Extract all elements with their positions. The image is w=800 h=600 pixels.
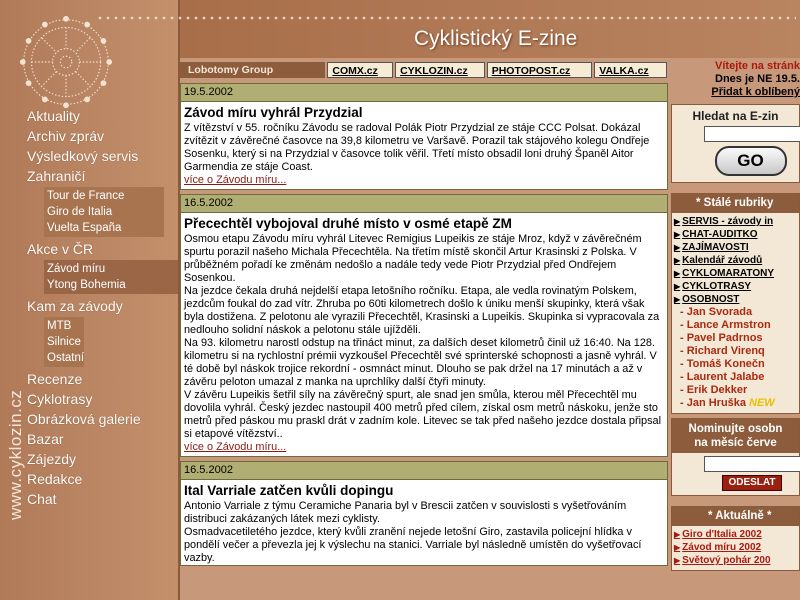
- rubrika-link[interactable]: ▶ ZAJÍMAVOSTI: [674, 242, 749, 253]
- link-valka[interactable]: VALKA.cz: [594, 62, 667, 78]
- article-more-link[interactable]: více o Závodu míru...: [184, 174, 287, 186]
- left-sidebar: [0, 0, 180, 600]
- nav-akce-v-cr[interactable]: Akce v ČR: [27, 241, 94, 257]
- nav-recenze[interactable]: Recenze: [27, 371, 83, 387]
- main-navigation: [27, 106, 177, 509]
- link-comx[interactable]: COMX.cz: [327, 62, 393, 78]
- news-article: [180, 461, 668, 566]
- rubriky-box: [671, 193, 800, 414]
- person-link[interactable]: - Laurent Jalabe: [680, 371, 765, 383]
- person-link[interactable]: - Tomáš Konečn: [680, 358, 765, 370]
- nav-zahranici[interactable]: Zahraničí: [27, 168, 86, 184]
- bicycle-gear-icon: [18, 14, 114, 110]
- go-button[interactable]: GO: [715, 146, 787, 176]
- rubriky-list: [672, 213, 799, 413]
- search-input[interactable]: [704, 126, 800, 142]
- arrow-right-icon: ▶: [674, 556, 681, 565]
- article-title[interactable]: Přecechtěl vybojoval druhé místo v osmé etapě ZM: [184, 216, 512, 231]
- right-column: [671, 58, 800, 571]
- arrow-right-icon: ▶: [674, 230, 681, 239]
- news-column: [180, 83, 668, 570]
- nav-bazar[interactable]: Bazar: [27, 431, 64, 447]
- nav-chat[interactable]: Chat: [27, 491, 57, 507]
- nav-zajezdy[interactable]: Zájezdy: [27, 451, 77, 467]
- article-title[interactable]: Závod míru vyhrál Przydzial: [184, 105, 363, 120]
- current-date: Dnes je NE 19.5.: [715, 73, 800, 85]
- link-photopost[interactable]: PHOTOPOST.cz: [487, 62, 593, 78]
- person-link[interactable]: - Lance Armstron: [680, 319, 771, 331]
- submenu-akce-v-cr: [44, 260, 180, 294]
- add-to-favorites-link[interactable]: Přidat k oblíbený: [711, 86, 800, 98]
- article-body: Osmou etapu Závodu míru vyhrál Litevec Remigius Lupeikis ze stáje Mroz, když v závěrečném spurtu porazil našeho Michala Přecechtěla. Na třetím místě skončil Artur Krasinski z Polska. V průběžném pořadí ke změnám nedošlo a nadále tedy vede Piotr Przydzial před Ondřejem Sosenkou. Na jezdce čekala druhá nejdelší etapa letošního ročníku. Etapa, ale vedla rovinatým Polskem, jezdcům foukal do zad vítr. Zhruba po 60ti kilometrech došlo k úniku menší skupinky, která však byla dostižena. Z pelotonu ale vyrazili Přecechtěl, Krasinski a Lupeikis. Skupinka si vypracovala za nedlouho solidní náskok a pelotonu stále ujížděli. Na 93. kilometru narostl odstup na třináct minut, za dalších deset kilometrů činil už 16:40. Na 128. kilometru si na rychlostní prémii vyzkoušel Přecechtěl své sprinterské schopnosti a jasně vyhrál. V té době byl náskok trojice rekordní - osmnáct minut. Dlouho se pak držel na 17 minutách a až v závěru peloton umazal z manka na uprchlíky další čtyři minuty. V závěru Lupeikis šetřil síly na závěrečný spurt, ale snad jen smůla, kterou měl Přecechtěl mu dovolila vyhrál. Český jezdec nastoupil 400 metrů před cílem, získal osm metrů náskoku, jenže sto metrů před páskou mu praskl drát v zadním kole. Litevec se tak před našeho jezdce dostala připsal si etapové vítězství..: [184, 233, 662, 440]
- arrow-right-icon: ▶: [674, 256, 681, 265]
- welcome-box: [671, 58, 800, 101]
- aktualne-link[interactable]: ▶ Giro d'Italia 2002: [674, 529, 762, 540]
- site-header: [180, 0, 800, 58]
- link-cyklozin[interactable]: CYKLOZIN.cz: [395, 62, 485, 78]
- news-article: [180, 194, 668, 457]
- dotted-decoration: [96, 16, 796, 20]
- aktualne-heading: * Aktuálně *: [672, 507, 799, 526]
- rubrika-link[interactable]: ▶ CYKLOTRASY: [674, 281, 752, 292]
- arrow-right-icon: ▶: [674, 530, 681, 539]
- article-body: Z vítězství v 55. ročníku Závodu se radoval Polák Piotr Przydzial ze stáje CCC Polsat. Dokázal zvítězit v závěrečné časovce na 39,8 kilometru ve Varšavě. Porazil tak stájového kolegu Ondřeje Sosenku, který si na Przydzial v časovce tolik věřil. Třetí místo obsadil loni druhý Španěl Aitor Garmendia ze stáje Coast.: [184, 122, 650, 173]
- nav-zavod-miru[interactable]: Závod míru: [47, 263, 106, 275]
- arrow-right-icon: ▶: [674, 295, 681, 304]
- article-date: 16.5.2002: [181, 195, 667, 213]
- nav-cyklotrasy[interactable]: Cyklotrasy: [27, 391, 93, 407]
- nav-ytong-bohemia[interactable]: Ytong Bohemia: [47, 279, 126, 291]
- nav-ostatni[interactable]: Ostatní: [47, 352, 85, 364]
- search-box: [671, 104, 800, 183]
- arrow-right-icon: ▶: [674, 243, 681, 252]
- new-badge: NEW: [749, 397, 775, 409]
- article-body: Antonio Varriale z týmu Ceramiche Panaria byl v Brescii zatčen v souvislosti s vyšetřováním distribuci zakázaných látek mezi cyklisty. Osmadvacetiletého jezdce, který kvůli zranění nejede letošní Giro, zastavila policejní hlídka v pondělí večer a převezla jej k výslechu na stanici. Varriale byl následně umístěn do vyšetřovací vazby.: [184, 500, 642, 564]
- nav-mtb[interactable]: MTB: [47, 320, 72, 332]
- nav-aktuality[interactable]: Aktuality: [27, 108, 80, 124]
- rubriky-heading: * Stálé rubriky: [672, 194, 799, 213]
- aktualne-list: [672, 526, 799, 570]
- nav-redakce[interactable]: Redakce: [27, 471, 83, 487]
- site-title: Cyklistický E-zine: [414, 27, 578, 50]
- person-link[interactable]: - Erik Dekker: [680, 384, 748, 396]
- nav-tour-de-france[interactable]: Tour de France: [47, 190, 125, 202]
- arrow-right-icon: ▶: [674, 543, 681, 552]
- rubrika-link[interactable]: ▶ Kalendář závodů: [674, 255, 763, 266]
- nominate-heading: Nominujte osobn na měsíc červe: [672, 419, 799, 453]
- news-article: [180, 83, 668, 190]
- nominate-box: [671, 418, 800, 496]
- nav-silnice[interactable]: Silnice: [47, 336, 81, 348]
- article-title[interactable]: Ital Varriale zatčen kvůli dopingu: [184, 483, 394, 498]
- send-button[interactable]: ODESLAT: [722, 475, 782, 491]
- welcome-text: Vítejte na stránk: [715, 60, 800, 72]
- article-date: 16.5.2002: [181, 462, 667, 480]
- search-label: Hledat na E-zin: [692, 109, 779, 123]
- person-link[interactable]: - Pavel Padrnos: [680, 332, 763, 344]
- nav-vysledkovy-servis[interactable]: Výsledkový servis: [27, 148, 139, 164]
- article-date: 19.5.2002: [181, 84, 667, 102]
- rubrika-link[interactable]: ▶ CYKLOMARATONY: [674, 268, 775, 279]
- article-more-link[interactable]: více o Závodu míru...: [184, 441, 287, 453]
- person-link[interactable]: - Richard Virenq: [680, 345, 765, 357]
- vertical-site-url: www.cyklozin.cz: [6, 389, 25, 520]
- nominate-input[interactable]: [704, 456, 800, 472]
- submenu-kam-za-zavody: [44, 317, 84, 367]
- nav-archiv-zprav[interactable]: Archiv zpráv: [27, 128, 105, 144]
- arrow-right-icon: ▶: [674, 217, 681, 226]
- lobotomy-group-label: Lobotomy Group: [180, 62, 325, 78]
- nav-vuelta-espana[interactable]: Vuelta España: [47, 222, 122, 234]
- aktualne-link[interactable]: ▶ Světový pohár 200: [674, 555, 771, 566]
- rubrika-link[interactable]: ▶ CHAT-AUDITKO: [674, 229, 758, 240]
- submenu-zahranici: [44, 187, 164, 237]
- nav-giro-de-italia[interactable]: Giro de Italia: [47, 206, 113, 218]
- nav-obrazkova-galerie[interactable]: Obrázková galerie: [27, 411, 141, 427]
- rubrika-link[interactable]: ▶ OSOBNOST: [674, 294, 740, 305]
- partner-link-bar: [180, 62, 667, 78]
- person-link[interactable]: - Jan Svorada: [680, 306, 753, 318]
- person-link[interactable]: - Jan Hruška NEW: [680, 397, 775, 409]
- rubrika-link[interactable]: ▶ SERVIS - závody in: [674, 216, 774, 227]
- aktualne-link[interactable]: ▶ Závod míru 2002: [674, 542, 762, 553]
- arrow-right-icon: ▶: [674, 269, 681, 278]
- arrow-right-icon: ▶: [674, 282, 681, 291]
- aktualne-box: [671, 506, 800, 571]
- nav-kam-za-zavody[interactable]: Kam za závody: [27, 298, 123, 314]
